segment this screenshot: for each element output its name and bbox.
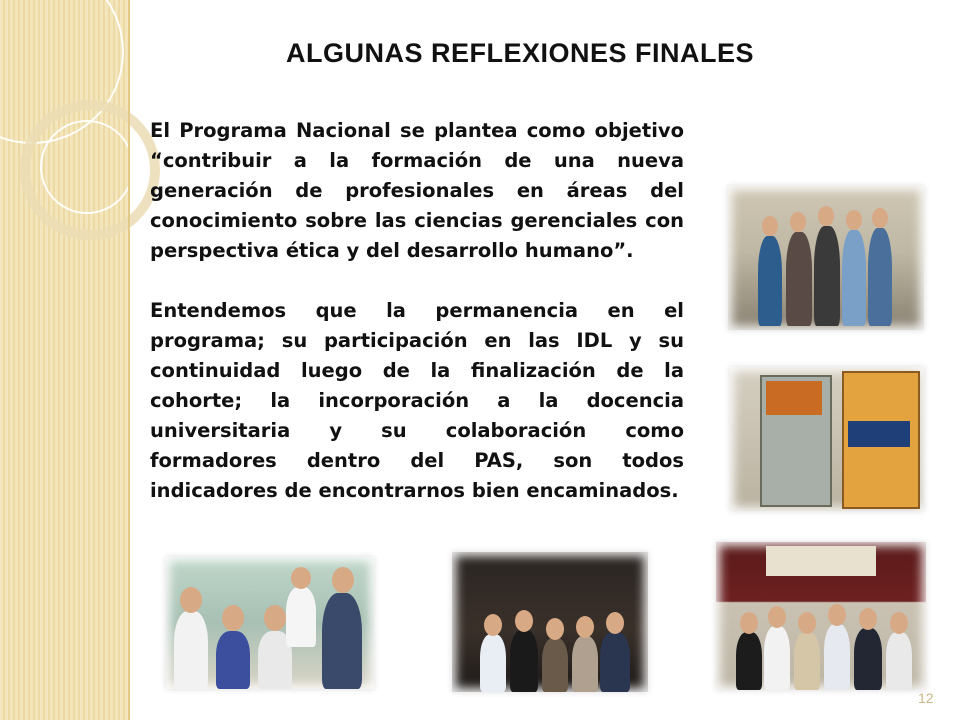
decorative-ring-inner — [40, 120, 134, 214]
paragraph-objective: El Programa Nacional se plantea como objetivo “contribuir a la formación de una nueva generación de profesionales en áreas del conocimiento sobre las ciencias gerenciales con perspectiva ética y del desarrollo humano”. — [150, 119, 684, 262]
decorative-sidebar — [0, 0, 130, 720]
group-photo-classroom — [728, 186, 924, 330]
page-number: 12 — [918, 690, 934, 706]
slide-title: ALGUNAS REFLEXIONES FINALES — [285, 38, 755, 68]
slide-body — [150, 116, 684, 506]
paragraph-conclusion: Entendemos que la permanencia en el programa; su participación en las IDL y su continuidad luego de la finalización de la cohorte; la incorporación a la docencia universitaria y su colaboración como formadores dentro del PAS, son todos indicadores de encontrarnos bien encaminados. — [150, 299, 684, 502]
banners-photo — [730, 367, 924, 511]
group-photo-auditorium — [452, 552, 648, 692]
group-photo-stage — [716, 542, 926, 690]
group-photo-office — [166, 557, 374, 689]
